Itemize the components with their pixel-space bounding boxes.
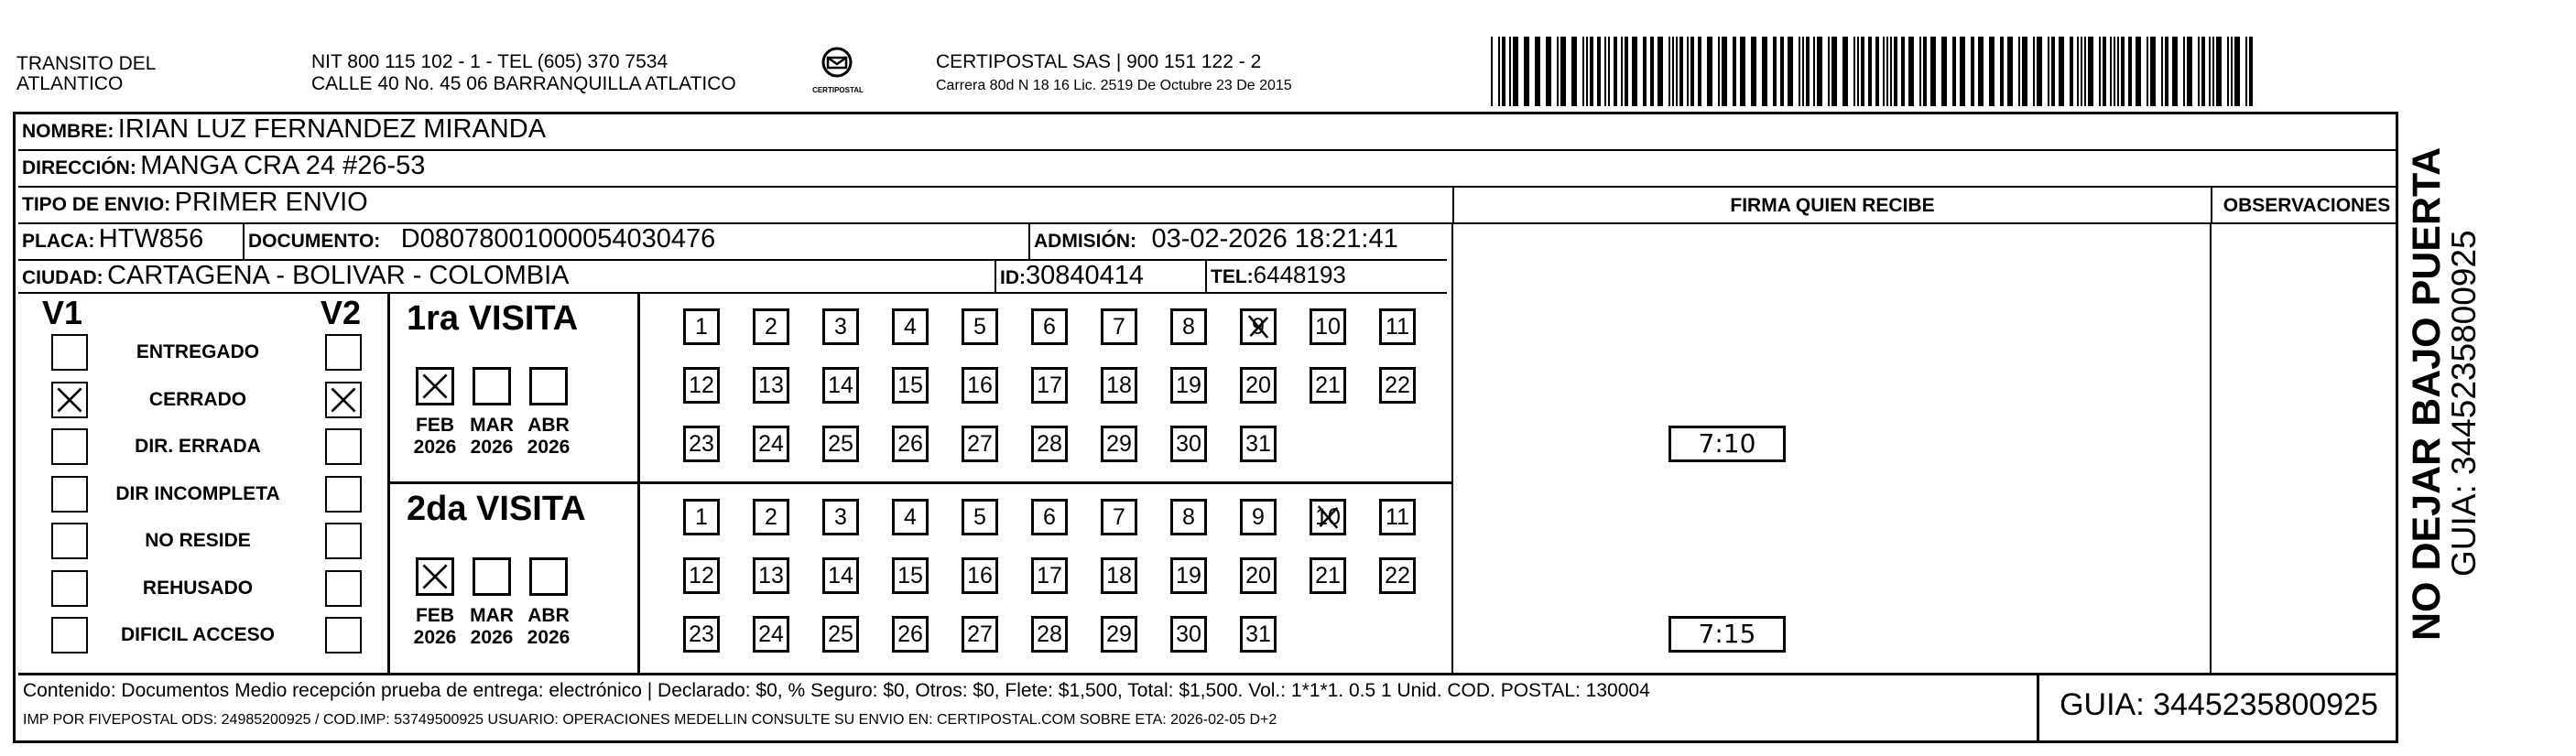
barcode-bar (2198, 37, 2200, 106)
barcode-bar (1831, 37, 1837, 106)
status-label: DIFICIL ACCESO (120, 624, 275, 645)
day-box[interactable]: 14 (822, 557, 859, 594)
barcode-bar (2172, 37, 2178, 106)
license-line: Carrera 80d N 18 16 Lic. 2519 De Octubre 23 De 2015 (936, 78, 1292, 93)
admision-cell (1030, 224, 1451, 259)
tel-value: 6448193 (1253, 261, 1346, 288)
barcode-bar (1908, 37, 1914, 106)
status-label: DIR. ERRADA (135, 436, 261, 457)
barcode-bar (2070, 37, 2073, 106)
status-v1-checkbox[interactable] (51, 428, 88, 465)
day-box[interactable]: 13 (753, 367, 789, 404)
row-placa (18, 224, 1447, 261)
visit-2 (390, 484, 1756, 673)
logo-text: CERTIPOSTAL (812, 86, 864, 94)
barcode-bar (2209, 37, 2211, 106)
barcode-bar (2201, 37, 2205, 106)
barcode-bar (1773, 37, 1777, 106)
barcode-bar (2000, 37, 2004, 106)
barcode-bar (1842, 37, 1848, 106)
barcode-bar (1788, 37, 1793, 106)
status-label: REHUSADO (142, 577, 254, 599)
barcode-bar (2227, 37, 2229, 106)
month-year: 2026 (527, 437, 571, 458)
barcode-bar (2114, 37, 2115, 106)
barcode-bar (1679, 37, 1683, 106)
side-guia: GUIA: 3445235800925 (2445, 230, 2483, 577)
id-label: ID: (1000, 267, 1026, 288)
barcode-bar (1498, 37, 1500, 106)
barcode-bar (2212, 37, 2214, 106)
barcode-bar (1886, 37, 1888, 106)
day-box[interactable]: 27 (962, 616, 998, 653)
firma-label: FIRMA QUIEN RECIBE (1730, 195, 1935, 216)
barcode-bar (1853, 37, 1855, 106)
month-year: 2026 (413, 437, 457, 458)
day-box[interactable]: 1 (683, 499, 720, 535)
status-label: DIR INCOMPLETA (115, 482, 280, 504)
month-label (523, 605, 574, 649)
barcode-bar (1875, 37, 1879, 106)
day-box[interactable]: 10 (1310, 308, 1346, 345)
barcode-bar (2128, 37, 2132, 106)
barcode-bar (1557, 37, 1559, 106)
status-v2-checkbox[interactable] (325, 617, 362, 653)
month-year: 2026 (470, 627, 514, 648)
day-box[interactable]: 11 (1379, 308, 1416, 345)
footer-line2: IMP POR FIVEPOSTAL ODS: 24985200925 / COD.IMP: 53749500925 USUARIO: OPERACIONES MEDELLIN CONSULTE SU ENVIO EN: CERTIPOSTAL.COM SOBRE ETA: 2026-02-05 D+2 (23, 712, 1277, 728)
status-v1-checkbox[interactable] (51, 334, 88, 371)
barcode-bar (1740, 37, 1745, 106)
barcode-bar (1676, 37, 1678, 106)
barcode-bar (1614, 37, 1617, 106)
day-box[interactable]: 5 (962, 499, 998, 535)
month-checkbox[interactable] (529, 367, 568, 405)
visit-divider (637, 294, 640, 481)
month-checkbox[interactable] (473, 367, 511, 405)
day-box[interactable]: 21 (1310, 367, 1346, 404)
visit-title: 2da VISITA (407, 490, 586, 528)
firma-header (1454, 188, 2212, 222)
day-box[interactable]: 21 (1310, 557, 1346, 594)
barcode-bar (2245, 37, 2247, 106)
day-box[interactable]: 31 (1240, 426, 1277, 462)
barcode-bar (1923, 37, 1927, 106)
day-box[interactable]: 17 (1031, 367, 1068, 404)
day-box[interactable]: 25 (822, 426, 859, 462)
barcode (1491, 37, 2260, 106)
barcode-bar (1687, 37, 1689, 106)
side-warning: NO DEJAR BAJO PUERTA (2405, 146, 2449, 641)
ciudad-label: CIUDAD: (22, 267, 103, 288)
barcode-bar (2088, 37, 2093, 106)
barcode-bar (1707, 37, 1712, 106)
day-box[interactable]: 20 (1240, 367, 1277, 404)
day-box[interactable]: 22 (1379, 367, 1416, 404)
barcode-bar (1668, 37, 1670, 106)
barcode-bar (2147, 37, 2148, 106)
barcode-bar (2037, 37, 2042, 106)
month-label (409, 605, 461, 649)
barcode-bar (2110, 37, 2112, 106)
month-label (409, 415, 461, 459)
day-box[interactable]: 3 (822, 499, 859, 535)
guide-form (13, 112, 2398, 743)
admision-label: ADMISIÓN: (1034, 231, 1136, 252)
month-name: MAR (470, 605, 514, 626)
barcode-bar (1857, 37, 1859, 106)
barcode-bar (2077, 37, 2079, 106)
day-box[interactable]: 20 (1240, 557, 1277, 594)
ciudad-value: CARTAGENA - BOLIVAR - COLOMBIA (107, 261, 570, 290)
status-v1-checkbox[interactable] (51, 617, 88, 653)
barcode-bar (1632, 37, 1637, 106)
month-name: ABR (527, 415, 570, 436)
month-year: 2026 (413, 627, 457, 648)
month-name: MAR (470, 415, 514, 436)
tipo-cell (18, 188, 1454, 222)
day-box[interactable]: 29 (1101, 616, 1137, 653)
month-name: ABR (527, 605, 570, 626)
barcode-bar (2007, 37, 2013, 106)
v1-label: V1 (42, 294, 83, 331)
month-checkbox[interactable] (473, 557, 511, 596)
day-box[interactable]: 15 (892, 557, 929, 594)
barcode-bar (2136, 37, 2141, 106)
barcode-bar (1643, 37, 1647, 106)
barcode-bar (1890, 37, 1892, 106)
visit-divider (637, 484, 640, 673)
time-box[interactable]: 7:10 (1668, 426, 1786, 462)
barcode-bar (1509, 37, 1511, 106)
day-box[interactable]: 3 (822, 308, 859, 345)
month-checkbox[interactable] (529, 557, 568, 596)
footer-line1: Contenido: Documentos Medio recepción prueba de entrega: electrónico | Declarado: $0, % Seguro: $0, Otros: $0, Flete: $1,500, Total: $1,500. Vol.: 1*1*1. 0.5 1 Unid. COD. POSTAL: 130004 (23, 680, 1650, 701)
month-name: FEB (416, 415, 454, 436)
direccion-value: MANGA CRA 24 #26-53 (140, 151, 426, 180)
barcode-bar (2161, 37, 2163, 106)
month-year: 2026 (527, 627, 571, 648)
status-v2-checkbox[interactable] (325, 523, 362, 559)
tipo-label: TIPO DE ENVIO: (22, 194, 171, 215)
ciudad-cell (18, 261, 996, 292)
barcode-bar (2084, 37, 2086, 106)
barcode-bar (2234, 37, 2240, 106)
day-box[interactable]: 6 (1031, 308, 1068, 345)
status-v1-checkbox[interactable] (51, 570, 88, 607)
day-box[interactable]: 17 (1031, 557, 1068, 594)
org-name-line1: TRANSITO DEL (16, 53, 157, 74)
barcode-bar (1806, 37, 1810, 106)
barcode-graphic (1491, 37, 2260, 106)
day-box[interactable]: 8 (1170, 308, 1207, 345)
barcode-bar (1608, 37, 1610, 106)
nombre-value: IRIAN LUZ FERNANDEZ MIRANDA (117, 114, 547, 144)
barcode-bar (1690, 37, 1694, 106)
day-box[interactable]: 26 (892, 616, 929, 653)
day-box[interactable]: 16 (962, 557, 998, 594)
barcode-bar (1597, 37, 1601, 106)
barcode-bar (2187, 37, 2192, 106)
barcode-bar (1722, 37, 1727, 106)
status-v1-checkbox[interactable] (51, 476, 88, 513)
month-label (466, 605, 517, 649)
day-box[interactable]: 2 (753, 499, 789, 535)
day-box[interactable]: 16 (962, 367, 998, 404)
day-box[interactable]: 24 (753, 616, 789, 653)
barcode-bar (1571, 37, 1577, 106)
placa-label: PLACA: (22, 231, 95, 252)
admision-value: 03-02-2026 18:21:41 (1151, 224, 1398, 254)
certipostal-line: CERTIPOSTAL SAS | 900 151 122 - 2 (936, 51, 1262, 72)
barcode-bar (1546, 37, 1551, 106)
day-box[interactable]: 4 (892, 308, 929, 345)
org-name-line2: ATLANTICO (16, 73, 124, 94)
placa-cell (18, 224, 245, 259)
barcode-bar (1861, 37, 1864, 106)
barcode-bar (2081, 37, 2082, 106)
footer-guia: GUIA: 3445235800925 (2037, 673, 2398, 740)
day-box[interactable]: 15 (892, 367, 929, 404)
nombre-label: NOMBRE: (22, 121, 114, 142)
day-box[interactable]: 30 (1170, 616, 1207, 653)
observaciones-area[interactable] (2212, 226, 2398, 671)
barcode-bar (1813, 37, 1815, 106)
barcode-bar (1502, 37, 1505, 106)
day-box[interactable]: 27 (962, 426, 998, 462)
day-box[interactable]: 10 (1310, 499, 1346, 535)
day-box[interactable]: 12 (683, 557, 720, 594)
visit-title: 1ra VISITA (407, 299, 579, 338)
barcode-bar (2231, 37, 2233, 106)
documento-value: D08078001000054030476 (400, 224, 716, 254)
barcode-bar (1586, 37, 1588, 106)
barcode-bar (1733, 37, 1736, 106)
address-line: CALLE 40 No. 45 06 BARRANQUILLA ATLATICO (311, 73, 736, 94)
barcode-bar (1560, 37, 1566, 106)
barcode-bar (1978, 37, 1984, 106)
placa-value: HTW856 (98, 224, 204, 254)
barcode-bar (1828, 37, 1830, 106)
barcode-bar (1582, 37, 1584, 106)
barcode-bar (1799, 37, 1800, 106)
status-v2-checkbox[interactable] (325, 476, 362, 513)
barcode-bar (1960, 37, 1965, 106)
barcode-bar (1919, 37, 1921, 106)
month-checkbox[interactable] (416, 557, 454, 596)
barcode-bar (2216, 37, 2222, 106)
day-box[interactable]: 30 (1170, 426, 1207, 462)
day-box[interactable]: 9 (1240, 308, 1277, 345)
day-box[interactable]: 11 (1379, 499, 1416, 535)
barcode-bar (1802, 37, 1804, 106)
month-name: FEB (416, 605, 454, 626)
day-box[interactable]: 2 (753, 308, 789, 345)
status-label: ENTREGADO (136, 341, 260, 362)
barcode-bar (1868, 37, 1872, 106)
barcode-bar (1780, 37, 1784, 106)
month-label (523, 415, 574, 459)
visit-1 (390, 294, 1756, 484)
day-box[interactable]: 14 (822, 367, 859, 404)
barcode-bar (2103, 37, 2106, 106)
day-box[interactable]: 28 (1031, 426, 1068, 462)
barcode-bar (2018, 37, 2020, 106)
barcode-bar (1751, 37, 1756, 106)
barcode-bar (1952, 37, 1956, 106)
day-box[interactable]: 1 (683, 308, 720, 345)
barcode-bar (2022, 37, 2027, 106)
barcode-bar (2150, 37, 2156, 106)
status-panel (18, 294, 390, 673)
barcode-bar (2249, 37, 2253, 106)
day-box[interactable]: 12 (683, 367, 720, 404)
status-v2-checkbox[interactable] (325, 382, 362, 418)
barcode-bar (2165, 37, 2168, 106)
day-box[interactable]: 18 (1101, 367, 1137, 404)
barcode-bar (1535, 37, 1540, 106)
barcode-bar (1590, 37, 1593, 106)
day-box[interactable]: 31 (1240, 616, 1277, 653)
barcode-bar (1621, 37, 1623, 106)
day-box[interactable]: 9 (1240, 499, 1277, 535)
tel-cell (1207, 261, 1451, 292)
direccion-cell (18, 151, 1218, 186)
barcode-bar (2051, 37, 2055, 106)
direccion-label: DIRECCIÓN: (22, 157, 136, 178)
barcode-bar (2121, 37, 2125, 106)
row-direccion (18, 151, 2396, 188)
status-v2-checkbox[interactable] (325, 428, 362, 465)
barcode-bar (1491, 37, 1493, 106)
day-box[interactable]: 24 (753, 426, 789, 462)
barcode-bar (2117, 37, 2119, 106)
day-box[interactable]: 22 (1379, 557, 1416, 594)
day-box[interactable]: 7 (1101, 308, 1137, 345)
day-box[interactable]: 5 (962, 308, 998, 345)
row-tipo (18, 188, 2396, 224)
barcode-bar (1817, 37, 1822, 106)
day-box[interactable]: 19 (1170, 557, 1207, 594)
month-checkbox[interactable] (416, 367, 454, 405)
barcode-bar (1901, 37, 1905, 106)
day-box[interactable]: 19 (1170, 367, 1207, 404)
id-value: 30840414 (1026, 261, 1145, 290)
nombre-cell (18, 114, 1218, 149)
barcode-bar (1650, 37, 1654, 106)
documento-label: DOCUMENTO: (248, 231, 381, 252)
v2-label: V2 (321, 294, 362, 331)
month-year: 2026 (470, 437, 514, 458)
status-v2-checkbox[interactable] (325, 570, 362, 607)
day-box[interactable]: 7 (1101, 499, 1137, 535)
day-box[interactable]: 8 (1170, 499, 1207, 535)
time-box[interactable]: 7:15 (1668, 616, 1786, 653)
tipo-value: PRIMER ENVIO (174, 188, 368, 217)
status-v1-checkbox[interactable] (51, 523, 88, 559)
barcode-bar (1762, 37, 1767, 106)
observaciones-label: OBSERVACIONES (2223, 195, 2391, 216)
barcode-bar (1971, 37, 1974, 106)
row-nombre (18, 114, 2396, 151)
barcode-bar (1698, 37, 1701, 106)
barcode-bar (1513, 37, 1518, 106)
firma-area[interactable] (1453, 226, 2208, 671)
barcode-bar (1894, 37, 1897, 106)
barcode-bar (1883, 37, 1885, 106)
day-box[interactable]: 28 (1031, 616, 1068, 653)
documento-cell (245, 224, 1030, 259)
status-label: NO RESIDE (145, 530, 251, 551)
barcode-bar (1989, 37, 1994, 106)
day-box[interactable]: 23 (683, 616, 720, 653)
barcode-bar (1658, 37, 1663, 106)
nit-line: NIT 800 115 102 - 1 - TEL (605) 370 7534 (311, 51, 668, 72)
day-box[interactable]: 23 (683, 426, 720, 462)
day-box[interactable]: 6 (1031, 499, 1068, 535)
barcode-bar (2183, 37, 2185, 106)
id-cell (996, 261, 1207, 292)
day-box[interactable]: 26 (892, 426, 929, 462)
month-label (466, 415, 517, 459)
status-v2-checkbox[interactable] (325, 334, 362, 371)
day-box[interactable]: 13 (753, 557, 789, 594)
barcode-bar (1941, 37, 1947, 106)
observaciones-header (2212, 188, 2401, 222)
barcode-bar (1930, 37, 1936, 106)
barcode-bar (1718, 37, 1720, 106)
barcode-bar (1524, 37, 1529, 106)
barcode-bar (2033, 37, 2035, 106)
status-v1-checkbox[interactable] (51, 382, 88, 418)
tel-label: TEL: (1211, 266, 1254, 287)
barcode-bar (2059, 37, 2064, 106)
status-label: CERRADO (148, 388, 247, 410)
day-box[interactable]: 25 (822, 616, 859, 653)
barcode-bar (1672, 37, 1674, 106)
barcode-bar (2048, 37, 2049, 106)
barcode-bar (2099, 37, 2101, 106)
day-box[interactable]: 29 (1101, 426, 1137, 462)
day-box[interactable]: 4 (892, 499, 929, 535)
barcode-bar (1604, 37, 1606, 106)
day-box[interactable]: 18 (1101, 557, 1137, 594)
row-ciudad (18, 261, 1447, 294)
barcode-bar (1625, 37, 1628, 106)
